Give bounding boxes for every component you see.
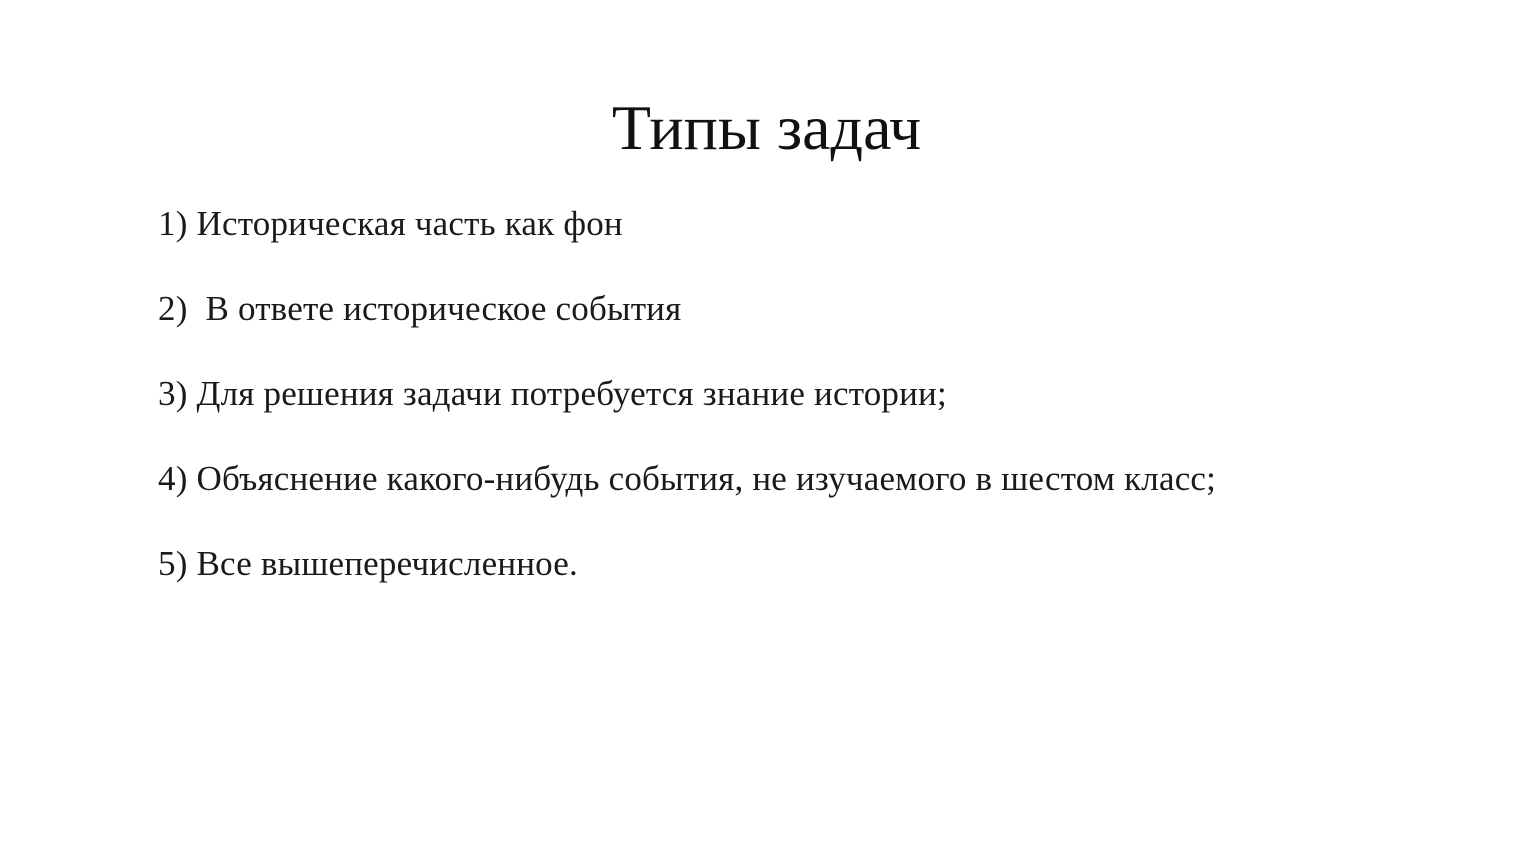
task-types-list bbox=[158, 202, 1216, 627]
slide-title: Типы задач bbox=[611, 92, 922, 163]
list-item: 3) Для решения задачи потребуется знание истории; bbox=[158, 374, 947, 413]
list-item: 2) В ответе историческое события bbox=[158, 289, 682, 328]
list-item: 4) Объяснение какого-нибудь события, не изучаемого в шестом класс; bbox=[158, 459, 1217, 498]
list-item: 1) Историческая часть как фон bbox=[158, 204, 623, 243]
list-item: 5) Все вышеперечисленное. bbox=[158, 544, 578, 583]
